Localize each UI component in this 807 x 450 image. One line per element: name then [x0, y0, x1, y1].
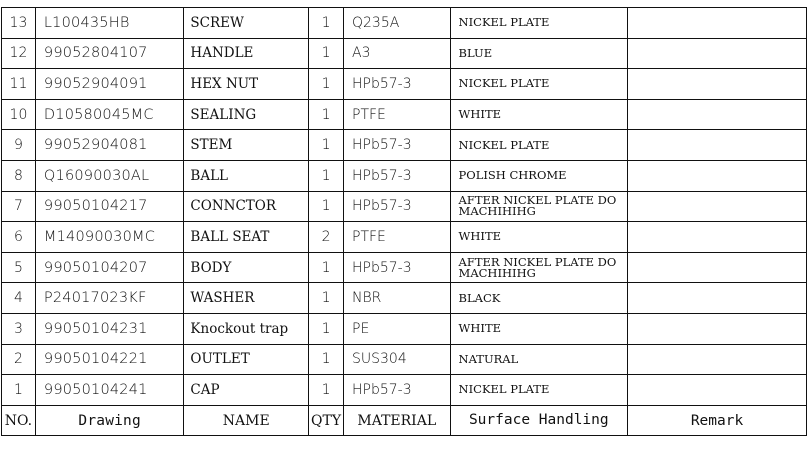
- table-row: [2, 283, 807, 314]
- part-no-cell: 10: [2, 99, 36, 130]
- remark-cell: [628, 69, 807, 100]
- part-name-cell: Knockout trap: [184, 313, 309, 344]
- table-row: [2, 344, 807, 375]
- surface-handling-cell: WHITE: [450, 222, 627, 253]
- part-no-cell: 4: [2, 283, 36, 314]
- part-name-cell: HANDLE: [184, 38, 309, 69]
- quantity-cell: 1: [309, 38, 344, 69]
- table-row: [2, 69, 807, 100]
- drawing-number-cell: L100435HB: [35, 8, 184, 39]
- drawing-number-cell: 99050104221: [35, 344, 184, 375]
- part-name-cell: BALL: [184, 160, 309, 191]
- header-name: NAME: [184, 405, 309, 436]
- drawing-number-cell: Q16090030AL: [35, 160, 184, 191]
- remark-cell: [628, 8, 807, 39]
- part-no-cell: 8: [2, 160, 36, 191]
- drawing-number-cell: 99050104231: [35, 313, 184, 344]
- part-name-cell: BALL SEAT: [184, 222, 309, 253]
- bill-of-materials-table: [1, 7, 807, 436]
- quantity-cell: 1: [309, 130, 344, 161]
- remark-cell: [628, 130, 807, 161]
- material-cell: A3: [344, 38, 451, 69]
- remark-cell: [628, 99, 807, 130]
- part-name-cell: OUTLET: [184, 344, 309, 375]
- quantity-cell: 2: [309, 222, 344, 253]
- surface-handling-cell: NICKEL PLATE: [450, 8, 627, 39]
- table-row: [2, 313, 807, 344]
- part-name-cell: CAP: [184, 375, 309, 406]
- material-cell: HPb57-3: [344, 375, 451, 406]
- drawing-number-cell: D10580045MC: [35, 99, 184, 130]
- material-cell: PTFE: [344, 99, 451, 130]
- part-name-cell: SCREW: [184, 8, 309, 39]
- remark-cell: [628, 344, 807, 375]
- drawing-number-cell: M14090030MC: [35, 222, 184, 253]
- surface-handling-cell: AFTER NICKEL PLATE DO MACHIHIHG: [450, 191, 627, 222]
- quantity-cell: 1: [309, 69, 344, 100]
- surface-handling-cell: WHITE: [450, 313, 627, 344]
- table-row: [2, 99, 807, 130]
- header-no: NO.: [2, 405, 36, 436]
- header-drawing: Drawing: [35, 405, 184, 436]
- material-cell: HPb57-3: [344, 130, 451, 161]
- drawing-number-cell: 99052904081: [35, 130, 184, 161]
- table-row: [2, 222, 807, 253]
- remark-cell: [628, 160, 807, 191]
- table-row: [2, 191, 807, 222]
- table-row: [2, 375, 807, 406]
- header-surface: Surface Handling: [450, 405, 627, 436]
- material-cell: NBR: [344, 283, 451, 314]
- drawing-number-cell: P24017023KF: [35, 283, 184, 314]
- quantity-cell: 1: [309, 8, 344, 39]
- surface-handling-cell: AFTER NICKEL PLATE DO MACHIHIHG: [450, 252, 627, 283]
- header-remark: Remark: [628, 405, 807, 436]
- remark-cell: [628, 38, 807, 69]
- quantity-cell: 1: [309, 375, 344, 406]
- header-row: [2, 405, 807, 436]
- part-no-cell: 13: [2, 8, 36, 39]
- table-row: [2, 130, 807, 161]
- part-name-cell: SEALING: [184, 99, 309, 130]
- part-no-cell: 9: [2, 130, 36, 161]
- surface-handling-cell: WHITE: [450, 99, 627, 130]
- drawing-number-cell: 99050104217: [35, 191, 184, 222]
- table-row: [2, 8, 807, 39]
- table-row: [2, 160, 807, 191]
- remark-cell: [628, 283, 807, 314]
- drawing-number-cell: 99052804107: [35, 38, 184, 69]
- material-cell: Q235A: [344, 8, 451, 39]
- remark-cell: [628, 375, 807, 406]
- quantity-cell: 1: [309, 160, 344, 191]
- surface-handling-cell: NICKEL PLATE: [450, 130, 627, 161]
- table-row: [2, 252, 807, 283]
- material-cell: HPb57-3: [344, 69, 451, 100]
- material-cell: SUS304: [344, 344, 451, 375]
- header-material: MATERIAL: [344, 405, 451, 436]
- part-no-cell: 5: [2, 252, 36, 283]
- material-cell: HPb57-3: [344, 160, 451, 191]
- table-row: [2, 38, 807, 69]
- surface-handling-cell: POLISH CHROME: [450, 160, 627, 191]
- quantity-cell: 1: [309, 191, 344, 222]
- part-name-cell: WASHER: [184, 283, 309, 314]
- quantity-cell: 1: [309, 99, 344, 130]
- remark-cell: [628, 252, 807, 283]
- part-no-cell: 3: [2, 313, 36, 344]
- remark-cell: [628, 313, 807, 344]
- drawing-number-cell: 99052904091: [35, 69, 184, 100]
- surface-handling-cell: BLACK: [450, 283, 627, 314]
- quantity-cell: 1: [309, 283, 344, 314]
- quantity-cell: 1: [309, 313, 344, 344]
- part-no-cell: 7: [2, 191, 36, 222]
- quantity-cell: 1: [309, 252, 344, 283]
- part-name-cell: BODY: [184, 252, 309, 283]
- part-name-cell: HEX NUT: [184, 69, 309, 100]
- part-name-cell: CONNCTOR: [184, 191, 309, 222]
- part-no-cell: 2: [2, 344, 36, 375]
- part-no-cell: 1: [2, 375, 36, 406]
- material-cell: HPb57-3: [344, 252, 451, 283]
- material-cell: PTFE: [344, 222, 451, 253]
- remark-cell: [628, 222, 807, 253]
- part-no-cell: 12: [2, 38, 36, 69]
- part-name-cell: STEM: [184, 130, 309, 161]
- part-no-cell: 6: [2, 222, 36, 253]
- header-qty: QTY: [309, 405, 344, 436]
- quantity-cell: 1: [309, 344, 344, 375]
- material-cell: HPb57-3: [344, 191, 451, 222]
- surface-handling-cell: NICKEL PLATE: [450, 69, 627, 100]
- surface-handling-cell: BLUE: [450, 38, 627, 69]
- drawing-number-cell: 99050104207: [35, 252, 184, 283]
- material-cell: PE: [344, 313, 451, 344]
- bom-body: [2, 8, 807, 406]
- surface-handling-cell: NICKEL PLATE: [450, 375, 627, 406]
- surface-handling-cell: NATURAL: [450, 344, 627, 375]
- part-no-cell: 11: [2, 69, 36, 100]
- remark-cell: [628, 191, 807, 222]
- drawing-number-cell: 99050104241: [35, 375, 184, 406]
